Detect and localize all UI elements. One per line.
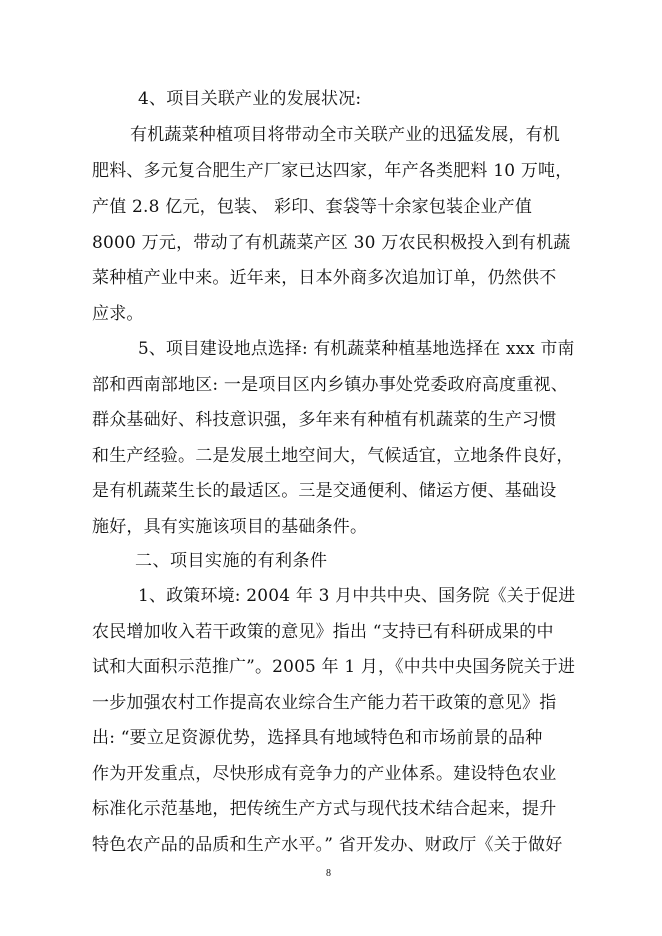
- text-line: 群众基础好、科技意识强，多年来有种植有机蔬菜的生产习惯: [92, 410, 557, 430]
- section-heading: 二、项目实施的有利条件: [135, 551, 328, 571]
- text-line: 产值 2.8 亿元，包装、 彩印、套袋等十余家包装企业产值: [92, 197, 533, 217]
- text-line: 一步加强农村工作提高农业综合生产能力若干政策的意见》指: [92, 693, 557, 713]
- text-line: 5、项目建设地点选择: 有机蔬菜种植基地选择在 xxx 市南: [138, 339, 575, 359]
- text-line: 1、政策环境: 2004 年 3 月中共中央、国务院《关于促进: [138, 586, 576, 606]
- text-line: 标准化示范基地，把传统生产方式与现代技术结合起来，提升: [92, 799, 557, 819]
- text-line: 出: “要立足资源优势，选择具有地域特色和市场前景的品种: [92, 728, 543, 748]
- text-line: 4、项目关联产业的发展状况:: [138, 89, 362, 109]
- text-line: 8000 万元，带动了有机蔬菜产区 30 万农民积极投入到有机蔬: [92, 233, 571, 253]
- text-line: 和生产经验。二是发展土地空间大，气候适宜，立地条件良好，: [92, 446, 574, 466]
- text-line: 试和大面积示范推广”。2005 年 1 月，《中共中央国务院关于进: [92, 657, 576, 677]
- text-line: 肥料、多元复合肥生产厂家已达四家，年产各类肥料 10 万吨，: [92, 161, 573, 181]
- text-line: 农民增加收入若干政策的意见》指出 “支持已有科研成果的中: [92, 622, 554, 642]
- text-line: 部和西南部地区: 一是项目区内乡镇办事处党委政府高度重视、: [92, 375, 568, 395]
- text-line: 有机蔬菜种植项目将带动全市关联产业的迅猛发展，有机: [130, 125, 560, 145]
- text-line: 施好，具有实施该项目的基础条件。: [92, 517, 368, 537]
- text-line: 是有机蔬菜生长的最适区。三是交通便利、储运方便、基础设: [92, 481, 557, 501]
- page-number: 8: [326, 868, 331, 879]
- text-line: 作为开发重点，尽快形成有竞争力的产业体系。建设特色农业: [92, 764, 557, 784]
- text-line: 应求。: [92, 304, 144, 324]
- text-line: 菜种植产业中来。近年来，日本外商多次追加订单，仍然供不: [92, 268, 557, 288]
- text-line: 特色农产品的品质和生产水平。” 省开发办、财政厅《关于做好: [92, 835, 563, 855]
